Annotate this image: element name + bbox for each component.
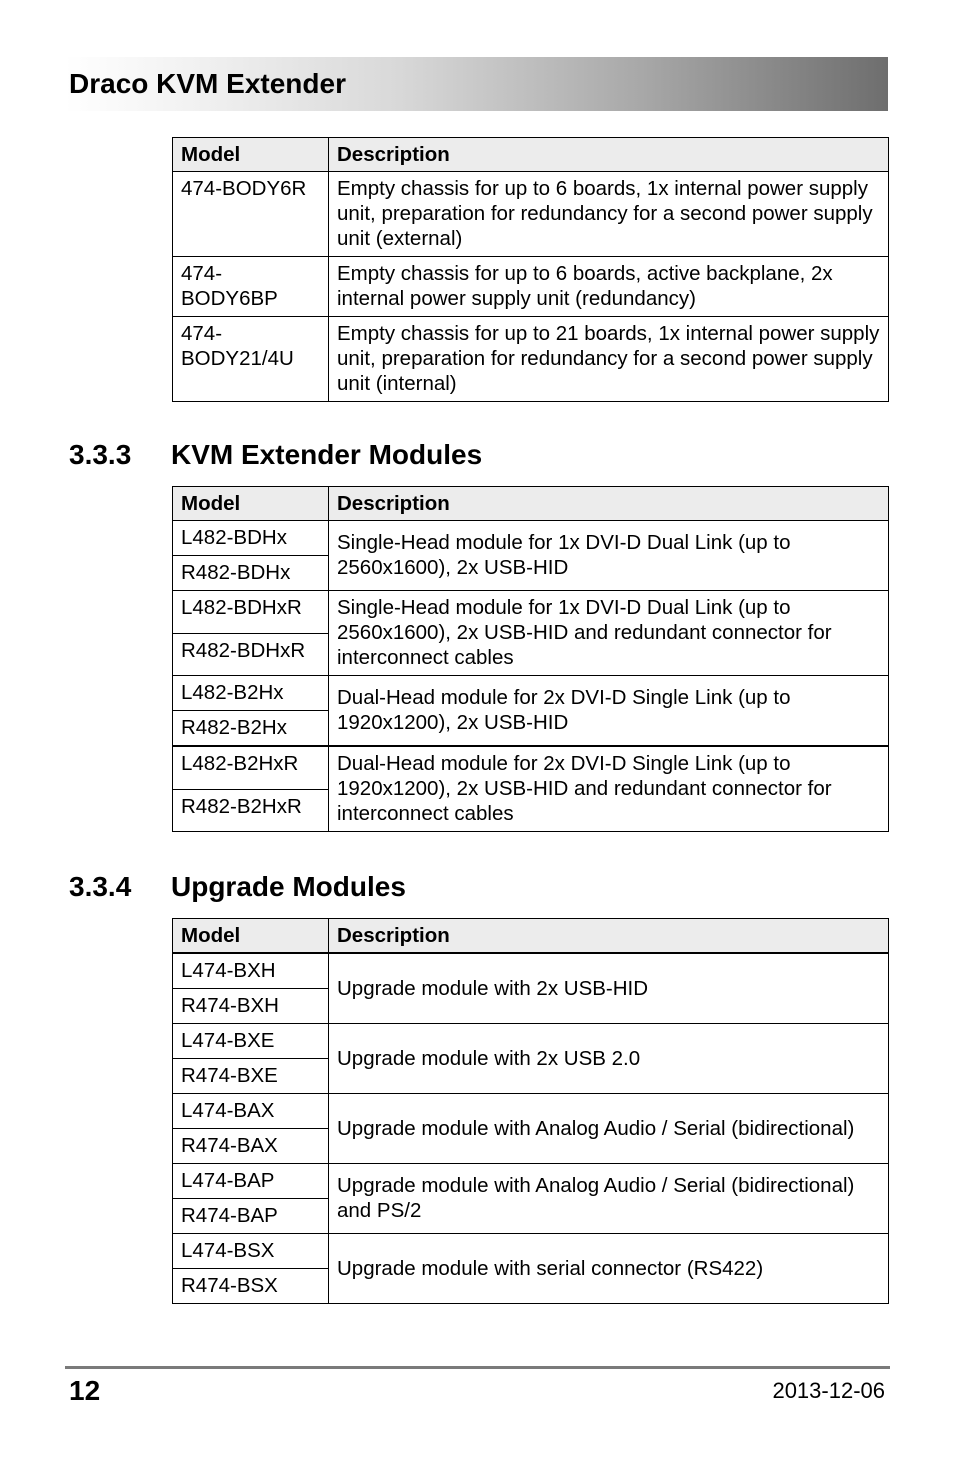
description-cell: Upgrade module with 2x USB-HID: [329, 953, 889, 1024]
description-cell: Upgrade module with 2x USB 2.0: [329, 1024, 889, 1094]
column-header-description: Description: [329, 487, 889, 521]
description-cell: Single-Head module for 1x DVI-D Dual Link (up to 2560x1600), 2x USB-HID and redundant connector for interconnect cables: [329, 591, 889, 676]
table-row: [173, 1164, 889, 1199]
model-cell: R482-BDHx: [173, 556, 329, 591]
description-cell: Upgrade module with serial connector (RS422): [329, 1234, 889, 1304]
model-cell: R482-B2Hx: [173, 711, 329, 747]
description-cell: Single-Head module for 1x DVI-D Dual Link (up to 2560x1600), 2x USB-HID: [329, 521, 889, 591]
upgrade-modules-table: [172, 918, 889, 1304]
column-header-model: Model: [173, 487, 329, 521]
model-cell: R474-BAP: [173, 1199, 329, 1234]
table-row: [173, 1094, 889, 1129]
table-row: [173, 172, 889, 257]
model-cell: R474-BAX: [173, 1129, 329, 1164]
model-cell: L482-B2Hx: [173, 676, 329, 711]
page-header-title: Draco KVM Extender: [69, 68, 346, 99]
kvm-modules-table: [172, 486, 889, 832]
chassis-table: [172, 137, 889, 402]
model-cell: L482-BDHx: [173, 521, 329, 556]
table-row: [173, 1024, 889, 1059]
model-cell: L482-B2HxR: [173, 746, 329, 789]
section-heading-upgrade: [69, 870, 406, 904]
description-cell: Empty chassis for up to 21 boards, 1x internal power supply unit, preparation for redundancy for a second power supply unit (internal): [329, 317, 889, 402]
model-cell: 474- BODY6BP: [173, 257, 329, 317]
table-row: [173, 676, 889, 711]
model-cell: L474-BAP: [173, 1164, 329, 1199]
page-date: 2013-12-06: [772, 1378, 885, 1403]
model-cell: L474-BXH: [173, 953, 329, 989]
description-cell: Empty chassis for up to 6 boards, active backplane, 2x internal power supply unit (redundancy): [329, 257, 889, 317]
model-cell: R474-BXH: [173, 989, 329, 1024]
model-cell: L474-BAX: [173, 1094, 329, 1129]
section-number: 3.3.3: [69, 439, 132, 470]
table-row: [173, 591, 889, 634]
column-header-model: Model: [173, 919, 329, 954]
description-cell: Upgrade module with Analog Audio / Serial (bidirectional) and PS/2: [329, 1164, 889, 1234]
section-heading-kvm: [69, 438, 482, 472]
model-cell: R474-BSX: [173, 1269, 329, 1304]
table-row: [173, 1234, 889, 1269]
footer-rule: [65, 1366, 890, 1369]
model-cell: L474-BSX: [173, 1234, 329, 1269]
model-cell: 474- BODY21/4U: [173, 317, 329, 402]
section-title: KVM Extender Modules: [171, 439, 483, 470]
table-row: [173, 521, 889, 556]
description-cell: Empty chassis for up to 6 boards, 1x internal power supply unit, preparation for redundancy for a second power supply unit (external): [329, 172, 889, 257]
table-header-row: [173, 487, 889, 521]
table-header-row: [173, 138, 889, 172]
column-header-model: Model: [173, 138, 329, 172]
table-row: [173, 953, 889, 989]
model-cell: R482-B2HxR: [173, 789, 329, 831]
column-header-description: Description: [329, 138, 889, 172]
description-cell: Upgrade module with Analog Audio / Serial (bidirectional): [329, 1094, 889, 1164]
model-cell: L482-BDHxR: [173, 591, 329, 634]
table-row: [173, 257, 889, 317]
column-header-description: Description: [329, 919, 889, 954]
model-cell: 474-BODY6R: [173, 172, 329, 257]
description-cell: Dual-Head module for 2x DVI-D Single Link (up to 1920x1200), 2x USB-HID: [329, 676, 889, 747]
model-cell: L474-BXE: [173, 1024, 329, 1059]
model-cell: R474-BXE: [173, 1059, 329, 1094]
table-header-row: [173, 919, 889, 954]
table-row: [173, 746, 889, 789]
model-cell: R482-BDHxR: [173, 633, 329, 676]
page-number: 12: [69, 1375, 101, 1406]
section-number: 3.3.4: [69, 871, 132, 902]
description-cell: Dual-Head module for 2x DVI-D Single Link (up to 1920x1200), 2x USB-HID and redundant connector for interconnect cables: [329, 746, 889, 832]
section-title: Upgrade Modules: [171, 871, 406, 902]
table-row: [173, 317, 889, 402]
